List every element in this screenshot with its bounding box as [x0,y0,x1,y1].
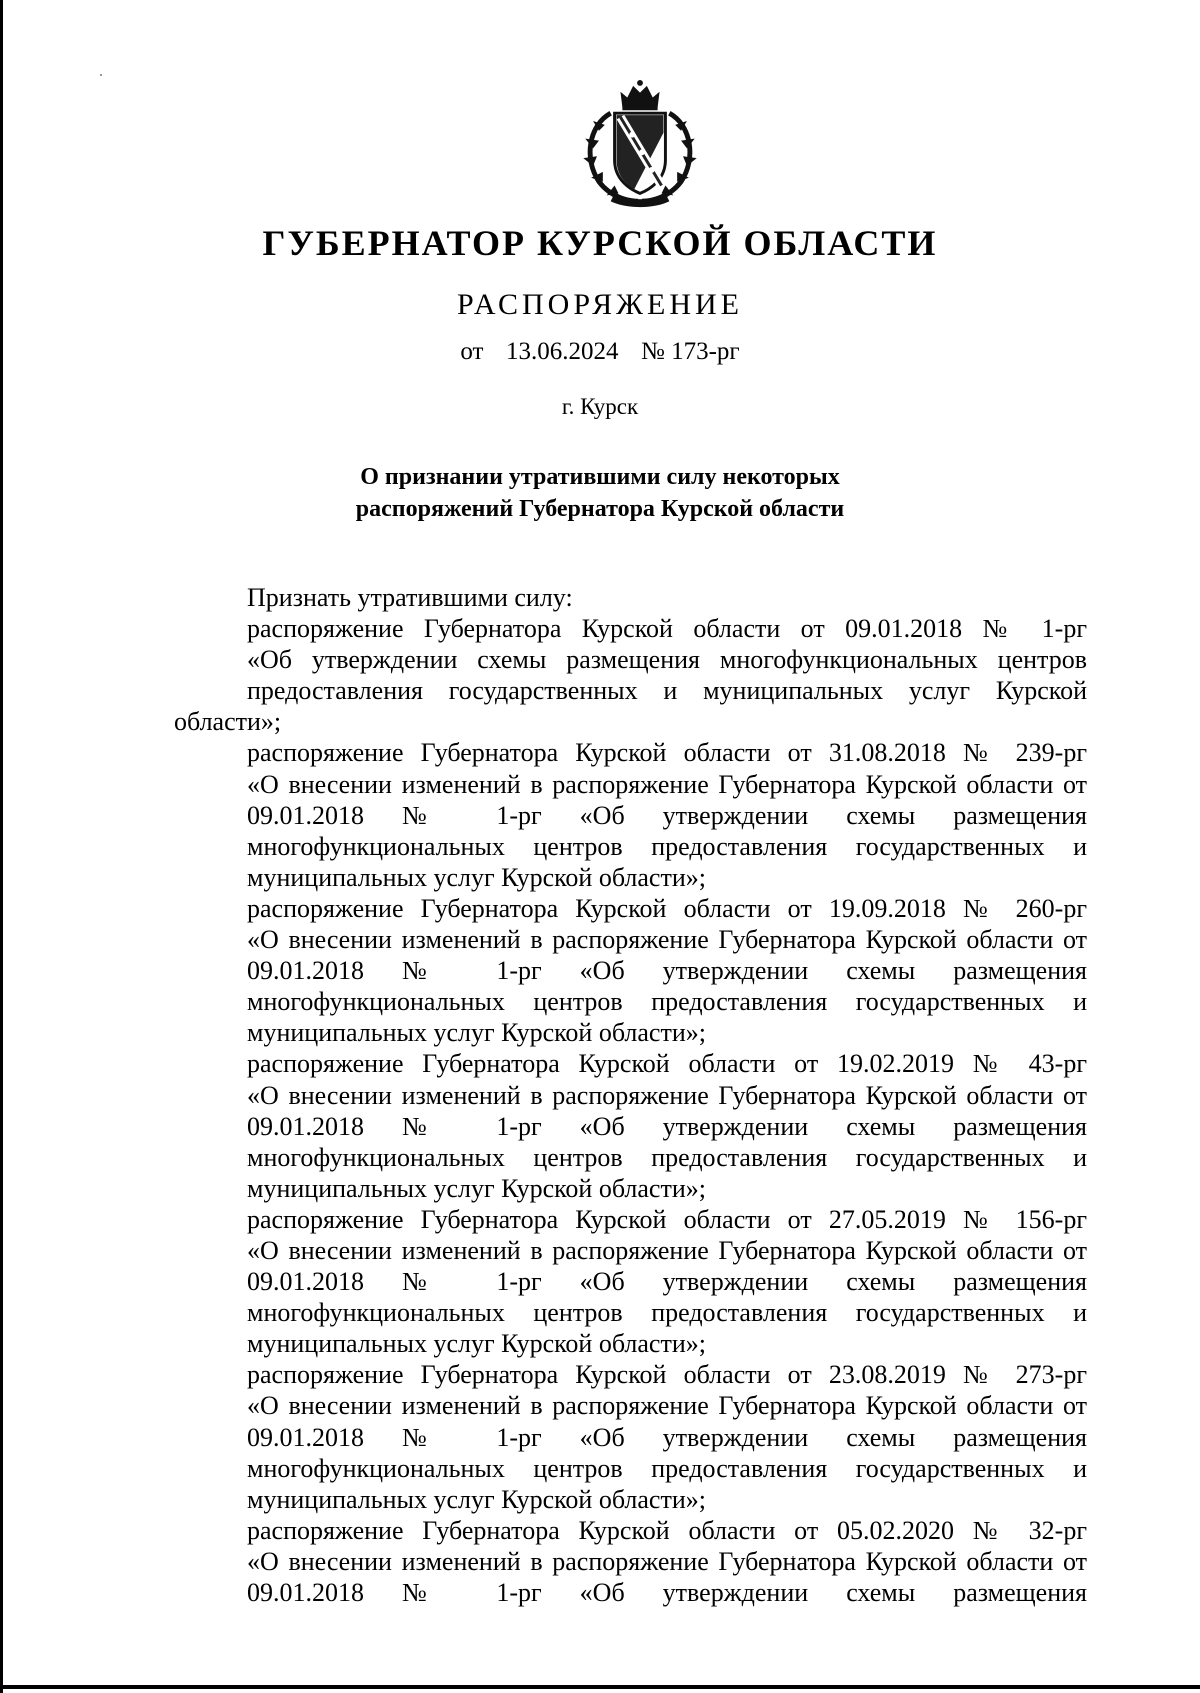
document-subject [0,461,1200,525]
clause-line: «О внесении изменений в распоряжение Губернатора Курской области от [247,1546,1087,1576]
intro-paragraph: Признать утратившими силу: [247,583,573,612]
document-number-line [0,338,1200,366]
date-prefix: от [460,338,484,365]
issue-city: г. Курск [561,394,639,419]
clause-line: распоряжение Губернатора Курской области от 27.05.2019 № 156-рг [247,1204,1087,1234]
scan-speck [100,74,102,76]
revoked-order-clause [174,613,1087,737]
issuing-authority-title: ГУБЕРНАТОР КУРСКОЙ ОБЛАСТИ [262,223,938,263]
clause-line: распоряжение Губернатора Курской области от 23.08.2019 № 273-рг [247,1360,1087,1390]
document-number: 173-рг [671,338,740,365]
coat-of-arms-emblem [571,78,709,210]
clause-line: многофункциональных центров предоставления государственных и [247,987,1087,1017]
clause-line: многофункциональных центров предоставления государственных и [247,831,1087,861]
clause-line: многофункциональных центров предоставления государственных и [247,1453,1087,1483]
clause-line: муниципальных услуг Курской области»; [247,1173,706,1203]
clause-line: муниципальных услуг Курской области»; [247,1484,706,1514]
revoked-order-clause [174,1515,1087,1608]
clause-line: распоряжение Губернатора Курской области от 19.09.2018 № 260-рг [247,893,1087,923]
revoked-order-clause [174,893,1087,1048]
revoked-order-clause [174,1048,1087,1203]
clause-line: «О внесении изменений в распоряжение Губернатора Курской области от [247,769,1087,799]
revoked-order-clause [174,1204,1087,1359]
revoked-order-clause [174,737,1087,892]
clause-line: «О внесении изменений в распоряжение Губернатора Курской области от [247,1080,1087,1110]
clause-line: «О внесении изменений в распоряжение Губернатора Курской области от [247,1235,1087,1265]
clause-line: распоряжение Губернатора Курской области от 19.02.2019 № 43-рг [247,1049,1087,1079]
clause-line: распоряжение Губернатора Курской области от 09.01.2018 № 1-рг [247,614,1087,644]
subject-line: О признании утратившими силу некоторых [360,464,840,490]
clause-line: «О внесении изменений в распоряжение Губернатора Курской области от [247,1391,1087,1421]
clause-line: распоряжение Губернатора Курской области от 05.02.2020 № 32-рг [247,1515,1087,1545]
clause-line: многофункциональных центров предоставления государственных и [247,1142,1087,1172]
number-sign: № [640,338,665,365]
clause-line: 09.01.2018 № 1-рг «Об утверждении схемы размещения [247,1267,1087,1297]
scan-edge-bottom [0,1685,1200,1689]
clause-line: «О внесении изменений в распоряжение Губернатора Курской области от [247,925,1087,955]
clause-line: муниципальных услуг Курской области»; [247,1018,706,1048]
clause-line: 09.01.2018 № 1-рг «Об утверждении схемы размещения [247,1111,1087,1141]
clause-line: 09.01.2018 № 1-рг «Об утверждении схемы размещения [247,1578,1087,1607]
clause-line: предоставления государственных и муниципальных услуг Курской области»; [174,676,1087,737]
clause-line: «Об утверждении схемы размещения многофункциональных центров [247,645,1087,675]
clause-line: многофункциональных центров предоставления государственных и [247,1298,1087,1328]
document-type: РАСПОРЯЖЕНИЕ [456,288,744,321]
clause-line: 09.01.2018 № 1-рг «Об утверждении схемы размещения [247,800,1087,830]
clause-line: 09.01.2018 № 1-рг «Об утверждении схемы размещения [247,1422,1087,1452]
clause-line: распоряжение Губернатора Курской области от 31.08.2018 № 239-рг [247,738,1087,768]
document-date: 13.06.2024 [505,338,619,365]
clause-line: муниципальных услуг Курской области»; [247,862,706,892]
revoked-order-clause [174,1359,1087,1514]
document-body [174,582,1087,1608]
subject-line: распоряжений Губернатора Курской области [355,496,845,522]
clause-line: 09.01.2018 № 1-рг «Об утверждении схемы размещения [247,956,1087,986]
clause-line: муниципальных услуг Курской области»; [247,1329,706,1359]
